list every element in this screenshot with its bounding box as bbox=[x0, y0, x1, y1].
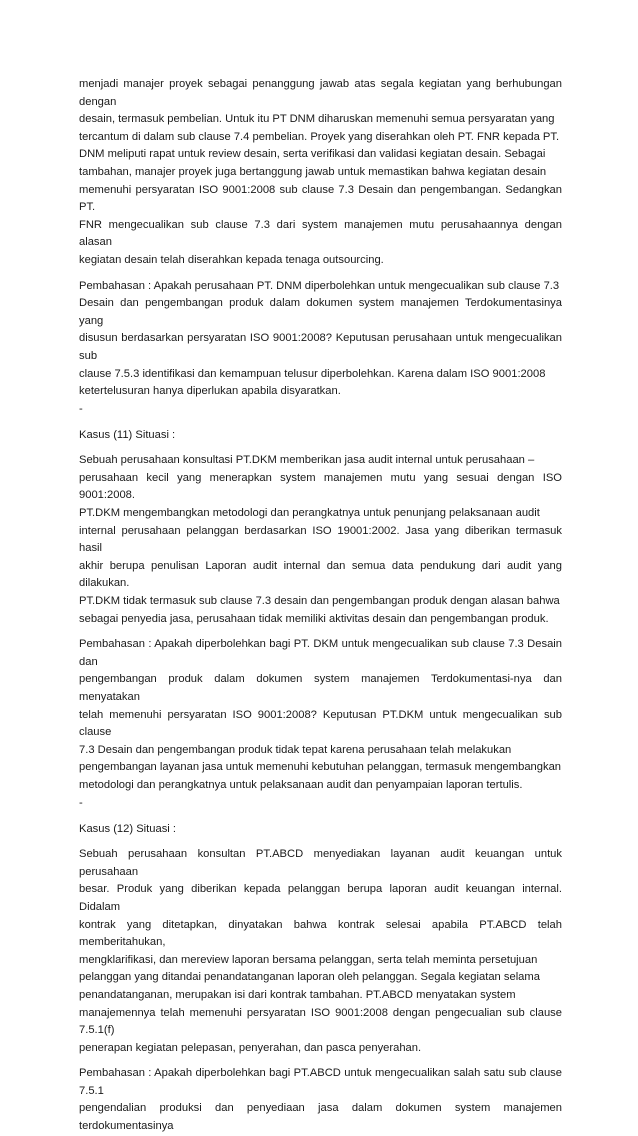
case-11-heading: Kasus (11) Situasi : bbox=[79, 428, 176, 441]
paragraph-discussion-dkm: Pembahasan : Apakah diperbolehkan bagi PT. DKM untuk mengecualikan sub clause 7.3 Desain dan pengembangan produk dalam dokumen system manajemen Terdokumentasi-nya dan menyatakan telah memenuhi persyaratan ISO 9001:2008? Keputusan PT.DKM untuk mengecualikan sub clause 7.3 Desain dan pengembangan produk tidak tepat karena perusahaan telah melakukan pengembangan layanan jasa untuk memenuhi kebutuhan pelanggan, termasuk mengembangkan metodologi dan perangkatnya untuk pelaksanaan audit dan penyampaian laporan tertulis. bbox=[79, 638, 562, 791]
separator-dash: - bbox=[79, 796, 83, 809]
paragraph-dnm-project: menjadi manajer proyek sebagai penanggung jawab atas segala kegiatan yang berhubungan dengan desain, termasuk pembelian. Untuk itu PT DNM diharuskan memenuhi semua persyaratan yang tercantum di dalam sub clause 7.4 pembelian. Proyek yang diserahkan oleh PT. FNR kepada PT. DNM meliputi rapat untuk review desain, serta verifikasi dan validasi kegiatan desain. Sebagai tambahan, manajer proyek juga bertanggung jawab untuk memastikan bahwa kegiatan desain memenuhi persyaratan ISO 9001:2008 sub clause 7.3 Desain dan pengembangan. Sedangkan PT. FNR mengecualikan sub clause 7.3 dari system manajemen mutu perusahaannya dengan alasan kegiatan desain telah diserahkan kepada tenaga outsourcing. bbox=[79, 78, 562, 266]
paragraph-case-12-situation: Sebuah perusahaan konsultan PT.ABCD menyediakan layanan audit keuangan untuk perusahaan besar. Produk yang diberikan kepada pelanggan berupa laporan audit keuangan internal. Didalam kontrak yang ditetapkan, dinyatakan bahwa kontrak selesai apabila PT.ABCD telah memberitahukan, mengklarifikasi, dan mereview laporan bersama pelanggan, serta telah meminta persetujuan pelanggan yang ditandai penandatanganan laporan oleh pelanggan. Segala kegiatan selama penandatanganan, merupakan isi dari kontrak tambahan. PT.ABCD menyatakan system manajemennya telah memenuhi persyaratan ISO 9001:2008 dengan pengecualian sub clause 7.5.1(f) penerapan kegiatan pelepasan, penyerahan, dan pasca penyerahan. bbox=[79, 848, 562, 1054]
separator-dash: - bbox=[79, 402, 83, 415]
case-12-heading: Kasus (12) Situasi : bbox=[79, 822, 177, 835]
paragraph-case-11-situation: Sebuah perusahaan konsultasi PT.DKM memberikan jasa audit internal untuk perusahaan – perusahaan kecil yang menerapkan system manajemen mutu yang sesuai dengan ISO 9001:2008. PT.DKM mengembangkan metodologi dan perangkatnya untuk penunjang pelaksanaan audit internal perusahaan pelanggan berdasarkan ISO 19001:2002. Jasa yang diberikan termasuk hasil akhir berupa penulisan Laporan audit internal dan semua data pendukung dari audit yang dilakukan. PT.DKM tidak termasuk sub clause 7.3 desain dan pengembangan produk dengan alasan bahwa sebagai penyedia jasa, perusahaan tidak memiliki aktivitas desain dan pengembangan produk. bbox=[79, 454, 562, 625]
paragraph-discussion-dnm: Pembahasan : Apakah perusahaan PT. DNM diperbolehkan untuk mengecualikan sub clause 7.3 Desain dan pengembangan produk dalam dokumen system manajemen Terdokumentasinya yang disusun berdasarkan persyaratan ISO 9001:2008? Keputusan perusahaan untuk mengecualikan sub clause 7.5.3 identifikasi dan kemampuan telusur diperbolehkan. Karena dalam ISO 9001:2008 ketertelusuran hanya diperlukan apabila disyaratkan. bbox=[79, 279, 562, 398]
paragraph-discussion-abcd: Pembahasan : Apakah diperbolehkan bagi PT.ABCD untuk mengecualikan salah satu sub clause 7.5.1 pengendalian produksi dan penyediaan jasa dalam dokumen system manajemen terdokumentasinya bbox=[79, 1067, 562, 1133]
